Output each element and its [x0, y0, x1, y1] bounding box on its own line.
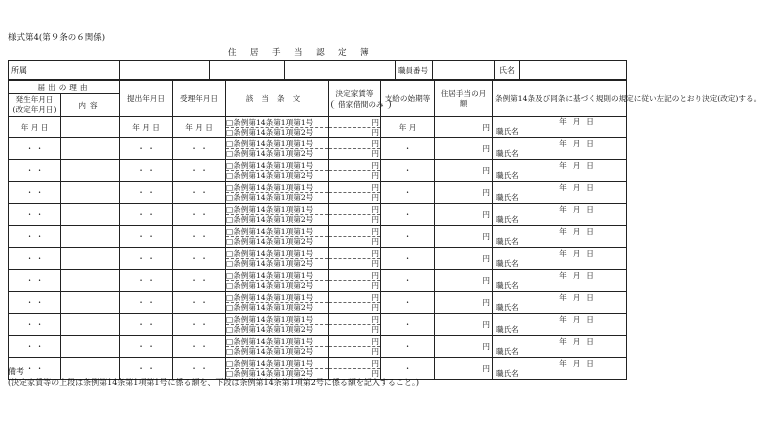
article-option-2[interactable]: □条例第14条第1項第2号 [226, 347, 314, 356]
cert-date: 年月日 [559, 248, 600, 258]
article-option-2[interactable]: □条例第14条第1項第2号 [226, 369, 314, 378]
certification-cell[interactable] [493, 226, 627, 248]
cert-date: 年月日 [559, 292, 600, 302]
content-cell[interactable] [61, 138, 120, 160]
cert-name: 職氏名 [496, 346, 519, 356]
affiliation-field[interactable] [120, 61, 210, 80]
form-number: 様式第4(第９条の６関係) [8, 33, 106, 43]
cert-name: 職氏名 [496, 127, 519, 136]
rent-cell [329, 138, 381, 160]
receipt-date-cell[interactable]: ・ ・ [173, 138, 226, 160]
notes [8, 366, 419, 388]
certification-cell[interactable] [493, 160, 627, 182]
article-option-2[interactable]: □条例第14条第1項第2号 [226, 325, 314, 334]
cert-name: 職氏名 [496, 148, 519, 158]
certification-cell[interactable] [493, 270, 627, 292]
affiliation-field-2[interactable] [210, 61, 285, 80]
occurrence-date-cell[interactable]: ・ ・ [9, 270, 61, 292]
cert-name: 職氏名 [496, 214, 519, 224]
allowance-cell[interactable]: 円 [435, 138, 493, 160]
occurrence-date-cell[interactable]: ・ ・ [9, 160, 61, 182]
allowance-cell[interactable]: 円 [435, 270, 493, 292]
table-row [9, 292, 627, 314]
employee-number-label: 職員番号 [396, 61, 433, 80]
article-option-2[interactable]: □条例第14条第1項第2号 [226, 171, 314, 180]
submission-date-cell[interactable]: ・ ・ [120, 292, 173, 314]
receipt-date-cell[interactable]: ・ ・ [173, 270, 226, 292]
allowance-cell[interactable]: 円 [435, 182, 493, 204]
content-cell[interactable] [61, 117, 120, 138]
cert-name: 職氏名 [496, 192, 519, 202]
rent-amount-2[interactable]: 円 [371, 369, 379, 378]
rent-amount-1[interactable]: 円 [329, 315, 380, 325]
rent-amount-1[interactable]: 円 [329, 359, 380, 369]
rent-amount-1[interactable]: 円 [329, 139, 380, 149]
rent-amount-1[interactable]: 円 [329, 271, 380, 281]
title-char: 定 [338, 48, 348, 58]
content-cell[interactable] [61, 226, 120, 248]
receipt-date-cell[interactable]: ・ ・ [173, 160, 226, 182]
submission-date-cell[interactable]: ・ ・ [120, 314, 173, 336]
article-option-2[interactable]: □条例第14条第1項第2号 [226, 259, 314, 268]
certification-cell[interactable] [493, 336, 627, 358]
submission-date-cell[interactable]: ・ ・ [120, 182, 173, 204]
article-cell [226, 182, 329, 204]
table-row [9, 248, 627, 270]
article-option-1[interactable]: □条例第14条第1項第1号 [226, 271, 328, 281]
submission-date-cell[interactable]: ・ ・ [120, 160, 173, 182]
content-cell[interactable] [61, 292, 120, 314]
allowance-cell[interactable]: 円 [435, 226, 493, 248]
cert-date: 年月日 [559, 138, 600, 148]
article-cell [226, 336, 329, 358]
occurrence-date-cell[interactable]: ・ ・ [9, 138, 61, 160]
receipt-date-cell[interactable]: ・ ・ [173, 314, 226, 336]
submission-date-cell[interactable]: ・ ・ [120, 226, 173, 248]
article-cell [226, 248, 329, 270]
receipt-date-cell[interactable]: ・ ・ [173, 248, 226, 270]
cert-date: 年月日 [559, 182, 600, 192]
content-header: 内容 [61, 94, 120, 117]
title-char: 当 [294, 48, 304, 58]
title-char: 認 [316, 48, 326, 58]
receipt-date-cell[interactable]: ・ ・ [173, 358, 226, 380]
cert-date: 年月日 [559, 226, 600, 236]
rent-cell [329, 292, 381, 314]
article-cell [226, 138, 329, 160]
cert-name: 職氏名 [496, 236, 519, 246]
allowance-cell[interactable]: 円 [435, 248, 493, 270]
payment-start-cell[interactable]: ・ [381, 204, 435, 226]
rent-amount-1[interactable]: 円 [329, 161, 380, 171]
name-field[interactable] [520, 61, 627, 80]
rent-amount-2[interactable]: 円 [371, 193, 379, 202]
cert-name: 職氏名 [496, 324, 519, 334]
occurrence-date-cell[interactable]: ・ ・ [9, 314, 61, 336]
receipt-date-cell[interactable]: ・ ・ [173, 292, 226, 314]
payment-start-cell[interactable]: ・ [381, 270, 435, 292]
allowance-cell[interactable]: 円 [435, 336, 493, 358]
title-char: 居 [250, 48, 260, 58]
cert-date: 年月日 [559, 358, 600, 368]
rent-amount-2[interactable]: 円 [371, 171, 379, 180]
receipt-date-cell[interactable]: ・ ・ [173, 204, 226, 226]
allowance-header: 住居手当の月額 [435, 81, 493, 117]
submission-date-cell[interactable]: ・ ・ [120, 248, 173, 270]
table-row [9, 226, 627, 248]
notes-text: (決定家賃等の上段は条例第14条第1項第1号に係る額を、下段は条例第14条第1項第2号に係る額を記入すること。) [8, 378, 419, 387]
certification-cell[interactable] [493, 204, 627, 226]
article-cell [226, 117, 329, 138]
cert-name: 職氏名 [496, 258, 519, 268]
payment-start-header: 支給の始期等 [381, 81, 435, 117]
payment-start-cell[interactable]: ・ [381, 358, 435, 380]
submission-date-cell[interactable]: ・ ・ [120, 204, 173, 226]
occurrence-date-cell[interactable]: ・ ・ [9, 182, 61, 204]
rent-amount-1[interactable]: 円 [329, 205, 380, 215]
table-row [9, 182, 627, 204]
article-option-2[interactable]: □条例第14条第1項第2号 [226, 281, 314, 290]
rent-amount-1[interactable]: 円 [329, 337, 380, 347]
title-char: 簿 [360, 48, 370, 58]
occurrence-date-cell[interactable]: ・ ・ [9, 204, 61, 226]
rent-label: 決定家賃等 [335, 88, 374, 98]
article-option-1[interactable]: □条例第14条第1項第1号 [226, 183, 328, 193]
rent-amount-2[interactable]: 円 [371, 259, 379, 268]
rent-amount-2[interactable]: 円 [371, 127, 379, 137]
table-row [9, 138, 627, 160]
rent-cell [329, 117, 381, 138]
occurrence-date-cell[interactable]: ・ ・ [9, 292, 61, 314]
occurrence-date-cell[interactable]: 年 月 日 [9, 117, 61, 138]
receipt-date-cell[interactable]: 年 月 日 [173, 117, 226, 138]
content-cell[interactable] [61, 182, 120, 204]
cert-date: 年月日 [559, 336, 600, 346]
article-option-1[interactable]: □条例第14条第1項第1号 [226, 118, 328, 128]
occurrence-date-cell[interactable]: ・ ・ [9, 358, 61, 380]
content-cell[interactable] [61, 204, 120, 226]
table-row [9, 204, 627, 226]
certification-cell[interactable] [493, 182, 627, 204]
rent-amount-1[interactable]: 円 [329, 249, 380, 259]
article-option-1[interactable]: □条例第14条第1項第1号 [226, 161, 328, 171]
cert-date: 年月日 [559, 270, 600, 280]
occurrence-date-cell[interactable]: ・ ・ [9, 336, 61, 358]
payment-start-cell[interactable]: ・ [381, 336, 435, 358]
allowance-cell[interactable]: 円 [435, 358, 493, 380]
rent-amount-2[interactable]: 円 [371, 325, 379, 334]
payment-start-cell[interactable]: 年 月 [381, 117, 435, 138]
article-cell [226, 160, 329, 182]
rent-amount-2[interactable]: 円 [371, 281, 379, 290]
article-option-2[interactable]: □条例第14条第1項第2号 [226, 215, 314, 224]
article-option-2[interactable]: □条例第14条第1項第2号 [226, 193, 314, 202]
allowance-cell[interactable]: 円 [435, 204, 493, 226]
cert-name: 職氏名 [496, 170, 519, 180]
submission-date-cell[interactable]: ・ ・ [120, 358, 173, 380]
article-option-1[interactable]: □条例第14条第1項第1号 [226, 315, 328, 325]
cert-name: 職氏名 [496, 302, 519, 312]
content-cell[interactable] [61, 336, 120, 358]
allowance-cell[interactable]: 円 [435, 314, 493, 336]
content-cell[interactable] [61, 160, 120, 182]
rent-amount-2[interactable]: 円 [371, 237, 379, 246]
article-option-1[interactable]: □条例第14条第1項第1号 [226, 337, 328, 347]
header-table [8, 60, 627, 80]
rent-amount-1[interactable]: 円 [329, 118, 380, 128]
payment-start-cell[interactable]: ・ [381, 182, 435, 204]
rent-cell [329, 336, 381, 358]
certification-cell[interactable] [493, 117, 627, 138]
article-cell [226, 226, 329, 248]
article-cell [226, 292, 329, 314]
applicable-article-header: 該当条文 [226, 81, 329, 117]
affiliation-label: 所属 [9, 61, 120, 80]
rent-cell [329, 226, 381, 248]
affiliation-field-3[interactable] [285, 61, 396, 80]
content-cell[interactable] [61, 314, 120, 336]
receipt-date-header: 受理年月日 [173, 81, 226, 117]
table-row [9, 314, 627, 336]
cert-date: 年月日 [559, 160, 600, 170]
rent-cell [329, 204, 381, 226]
payment-start-cell[interactable]: ・ [381, 226, 435, 248]
decision-text: 条例第14条及び同条に基づく規則の規定に従い左記のとおり決定(改定)する。 [493, 81, 627, 117]
table-row [9, 160, 627, 182]
table-row [9, 270, 627, 292]
notes-label: 備考 [8, 367, 24, 376]
article-option-2[interactable]: □条例第14条第1項第2号 [226, 127, 314, 137]
cert-date: 年月日 [559, 314, 600, 324]
article-option-1[interactable]: □条例第14条第1項第1号 [226, 359, 328, 369]
article-option-1[interactable]: □条例第14条第1項第1号 [226, 139, 328, 149]
receipt-date-cell[interactable]: ・ ・ [173, 226, 226, 248]
title-char: 手 [272, 48, 282, 58]
employee-number-field[interactable] [433, 61, 495, 80]
name-label: 氏名 [495, 61, 520, 80]
article-cell [226, 314, 329, 336]
submission-date-cell[interactable]: ・ ・ [120, 138, 173, 160]
submission-date-cell[interactable]: ・ ・ [120, 336, 173, 358]
article-option-1[interactable]: □条例第14条第1項第1号 [226, 249, 328, 259]
article-option-1[interactable]: □条例第14条第1項第1号 [226, 205, 328, 215]
payment-start-cell[interactable]: ・ [381, 160, 435, 182]
rent-header [329, 81, 384, 117]
payment-start-cell[interactable]: ・ [381, 138, 435, 160]
certification-cell[interactable] [493, 248, 627, 270]
cert-date: 年月日 [559, 204, 600, 214]
rent-amount-2[interactable]: 円 [371, 347, 379, 356]
rent-amount-2[interactable]: 円 [371, 149, 379, 158]
occurrence-date-cell[interactable]: ・ ・ [9, 226, 61, 248]
cert-name: 職氏名 [496, 368, 519, 378]
article-cell [226, 270, 329, 292]
content-cell[interactable] [61, 248, 120, 270]
certification-cell[interactable] [493, 358, 627, 380]
allowance-cell[interactable]: 円 [435, 160, 493, 182]
rent-cell [329, 248, 381, 270]
article-option-2[interactable]: □条例第14条第1項第2号 [226, 237, 314, 246]
rent-cell [329, 182, 381, 204]
receipt-date-cell[interactable]: ・ ・ [173, 182, 226, 204]
cert-date: 年月日 [559, 117, 600, 126]
certification-cell[interactable] [493, 314, 627, 336]
notification-reason-header: 届出の理由 [9, 81, 120, 94]
occurrence-date-cell[interactable]: ・ ・ [9, 248, 61, 270]
article-option-2[interactable]: □条例第14条第1項第2号 [226, 303, 314, 312]
cert-name: 職氏名 [496, 280, 519, 290]
rent-cell [329, 160, 381, 182]
rent-cell [329, 314, 381, 336]
occurrence-date-header: 発生年月日(改定年月日) [9, 94, 61, 117]
table-row [9, 336, 627, 358]
certification-cell[interactable] [493, 138, 627, 160]
submission-date-cell[interactable]: ・ ・ [120, 270, 173, 292]
rent-sub-label: 借家借間のみ [331, 100, 391, 109]
rent-amount-2[interactable]: 円 [371, 303, 379, 312]
rent-amount-1[interactable]: 円 [329, 183, 380, 193]
certification-cell[interactable] [493, 292, 627, 314]
rent-amount-2[interactable]: 円 [371, 215, 379, 224]
document-title [228, 49, 382, 58]
article-option-2[interactable]: □条例第14条第1項第2号 [226, 149, 314, 158]
title-char: 住 [228, 48, 238, 58]
payment-start-cell[interactable]: ・ [381, 248, 435, 270]
allowance-cell[interactable]: 円 [435, 292, 493, 314]
article-option-1[interactable]: □条例第14条第1項第1号 [226, 227, 328, 237]
allowance-ledger-table [8, 80, 761, 380]
table-row-first [9, 117, 627, 138]
receipt-date-cell[interactable]: ・ ・ [173, 336, 226, 358]
rent-amount-1[interactable]: 円 [329, 293, 380, 303]
submission-date-cell[interactable]: 年 月 日 [120, 117, 173, 138]
rent-cell [329, 270, 381, 292]
payment-start-cell[interactable]: ・ [381, 292, 435, 314]
rent-amount-1[interactable]: 円 [329, 227, 380, 237]
content-cell[interactable] [61, 270, 120, 292]
allowance-cell[interactable]: 円 [435, 117, 493, 138]
payment-start-cell[interactable]: ・ [381, 314, 435, 336]
article-option-1[interactable]: □条例第14条第1項第1号 [226, 293, 328, 303]
article-cell [226, 204, 329, 226]
submission-date-header: 提出年月日 [120, 81, 173, 117]
